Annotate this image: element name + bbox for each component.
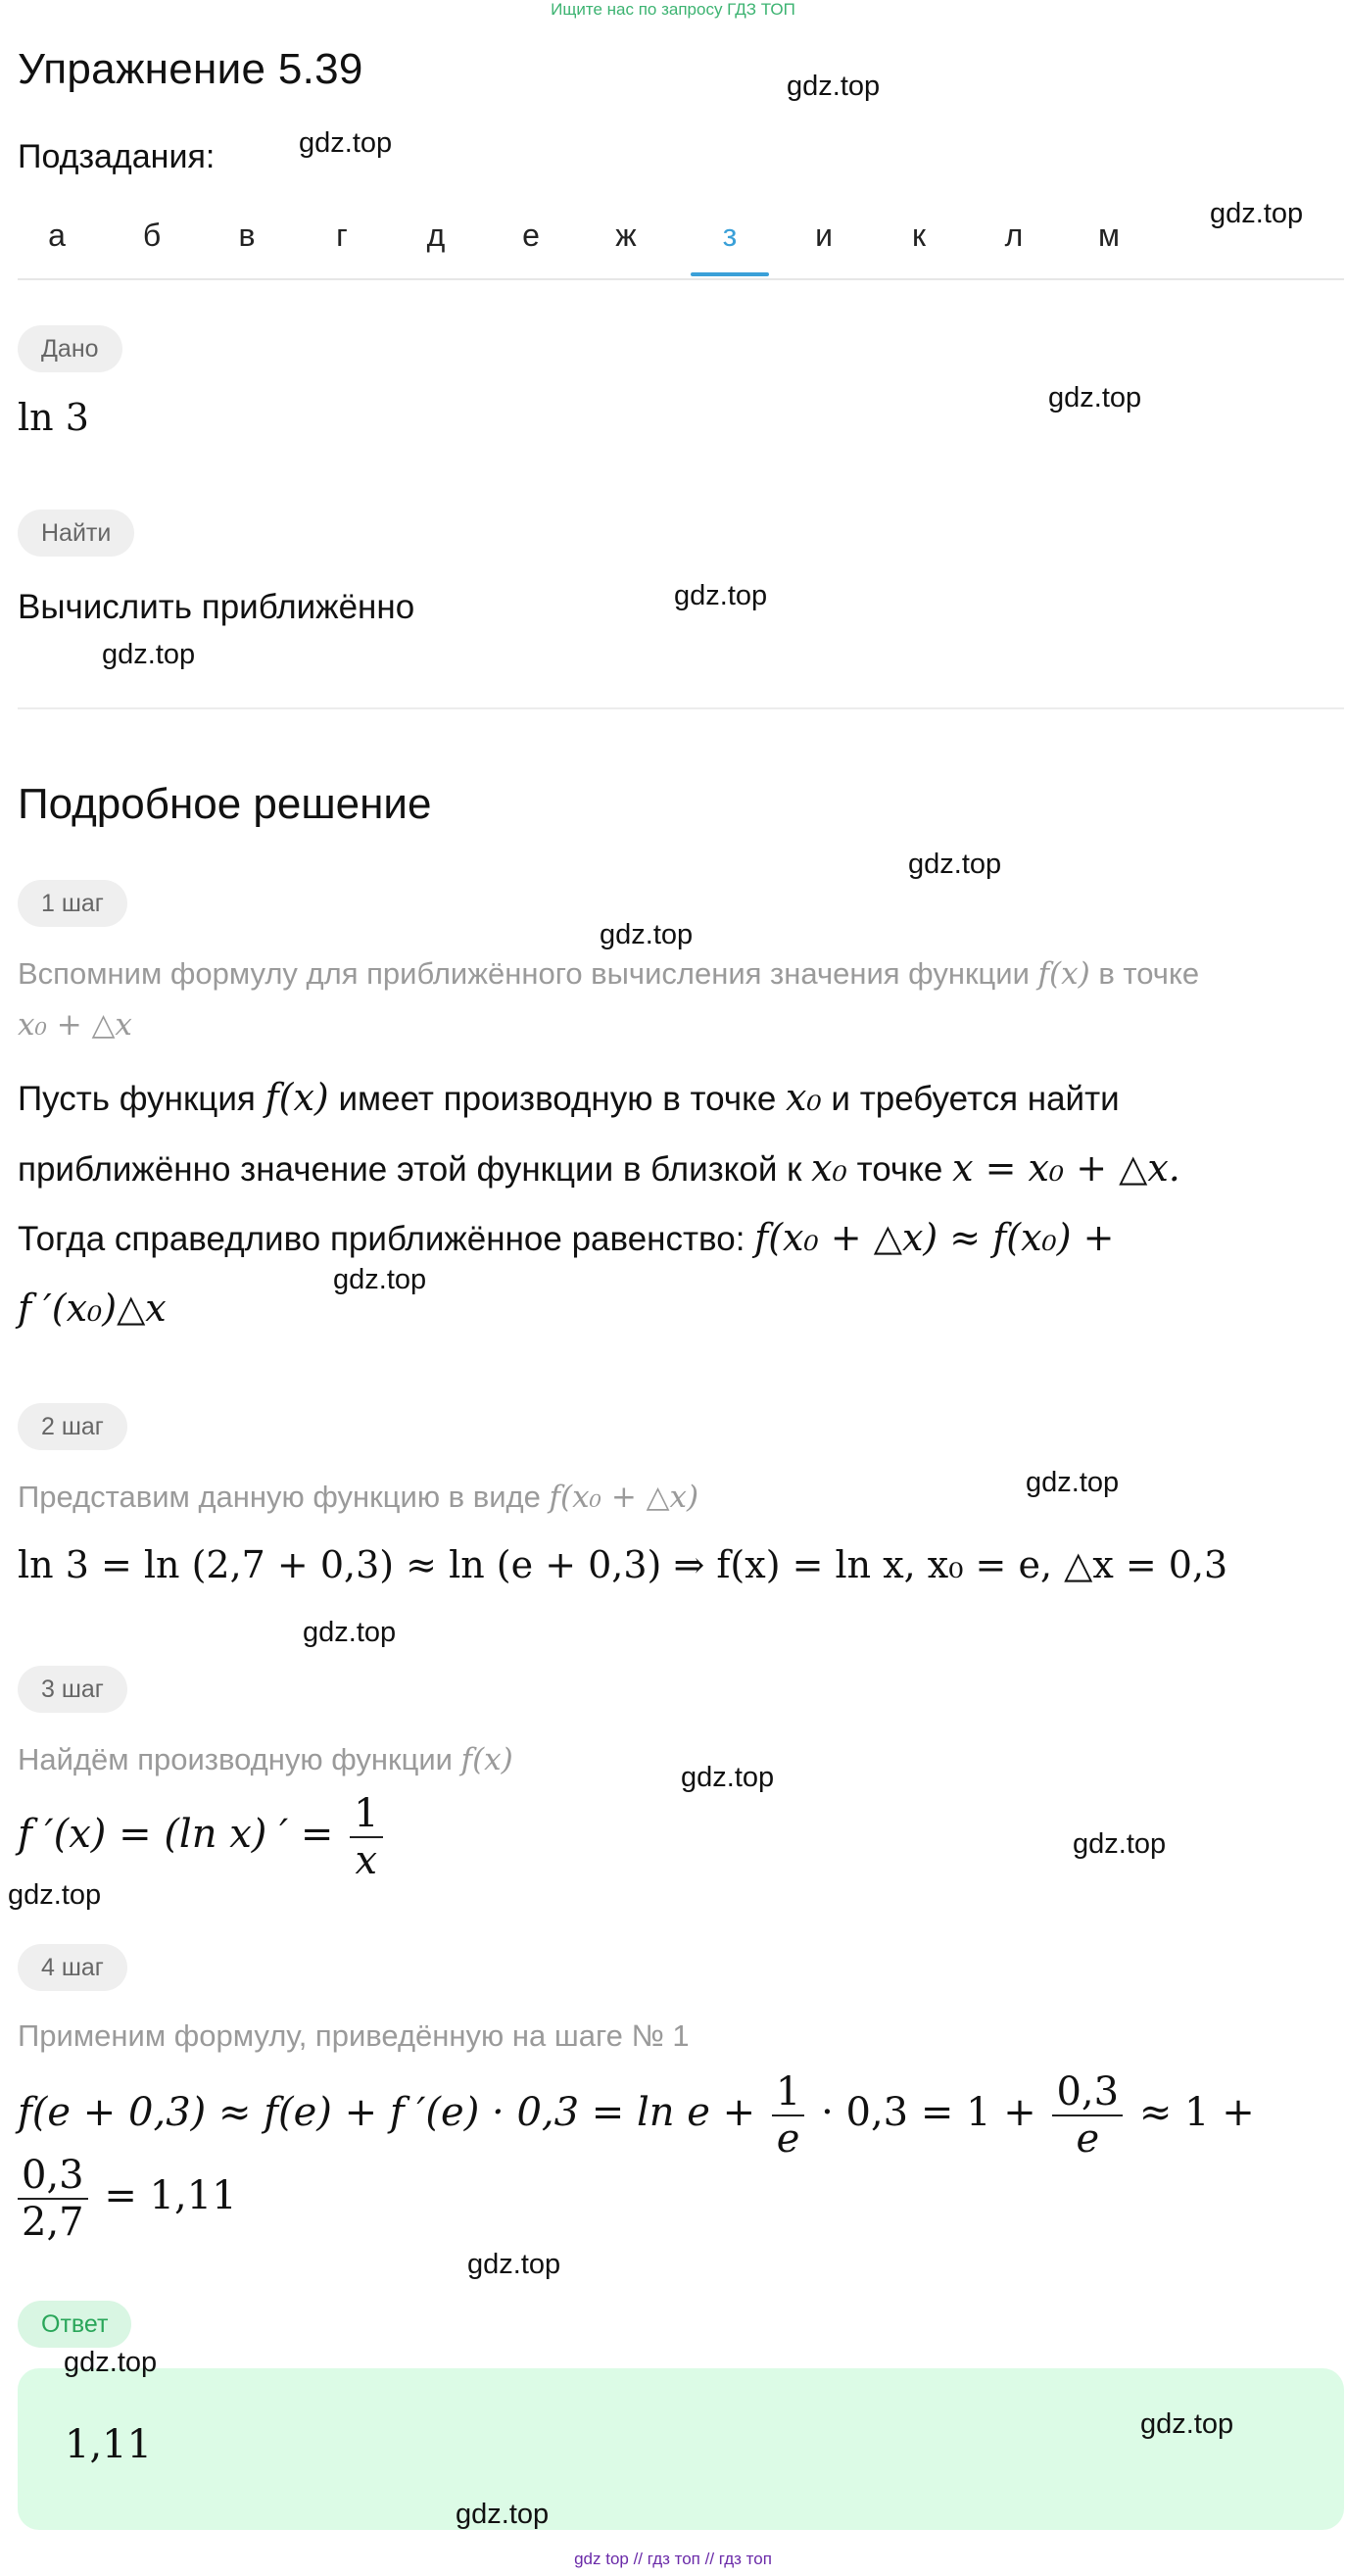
step-3-fraction-denominator: x [355, 1838, 378, 1883]
step-1-p2-math-1: x₀ [811, 1146, 847, 1190]
step-3-desc-math: f(x) [460, 1742, 513, 1777]
step-3-fraction-numerator: 1 [350, 1791, 382, 1838]
step-3-fraction [350, 1791, 382, 1883]
watermark: gdz.top [299, 127, 393, 159]
step-4-fraction-3-denominator: 2,7 [22, 2200, 84, 2245]
step-1-desc-text-2: в точке [1098, 956, 1200, 991]
step-4-formula-line-2 [18, 2153, 237, 2245]
section-divider [18, 707, 1344, 709]
step-1-p1-text-a: Пусть функция [18, 1080, 256, 1118]
watermark: gdz.top [303, 1617, 397, 1648]
step-1-p1-text-c: и требуется найти [831, 1080, 1120, 1118]
step-1-paragraph-3 [18, 1203, 1335, 1274]
step-4-fraction-2-denominator: e [1076, 2116, 1100, 2162]
step-4-label: 4 шаг [18, 1944, 127, 1991]
step-4-formula-part-a: f(e + 0,3) ≈ f(e) + f ′(e) · 0,3 = ln e + [18, 2090, 756, 2135]
given-value: ln 3 [18, 396, 89, 439]
tab-zh[interactable]: ж [615, 218, 637, 253]
watermark: gdz.top [8, 1879, 102, 1911]
answer-value: 1,11 [65, 2422, 153, 2467]
find-label: Найти [18, 510, 134, 557]
step-4-fraction-1 [772, 2069, 804, 2162]
watermark: gdz.top [333, 1264, 427, 1295]
step-1-p2-text-b: точке [856, 1150, 943, 1189]
watermark: gdz.top [681, 1762, 775, 1793]
watermark: gdz.top [674, 580, 768, 611]
tab-i[interactable]: и [815, 218, 833, 253]
find-value: Вычислить приближённо [18, 588, 415, 626]
step-1-p3-math-1: f(x₀ + △x) ≈ f(x₀) + [754, 1216, 1115, 1259]
given-label: Дано [18, 325, 122, 372]
tab-b[interactable]: б [142, 218, 162, 253]
step-2-desc-math: f(x₀ + △x) [549, 1480, 699, 1515]
tab-m[interactable]: м [1098, 218, 1120, 253]
watermark: gdz.top [1073, 1828, 1167, 1860]
step-3-formula [18, 1791, 387, 1883]
step-2-description [18, 1472, 1330, 1523]
tab-e[interactable]: е [522, 218, 540, 253]
watermark: gdz.top [1048, 382, 1142, 413]
page-title: Упражнение 5.39 [18, 45, 363, 93]
watermark: gdz.top [102, 639, 196, 670]
tab-l[interactable]: л [1004, 218, 1024, 253]
step-2-formula: ln 3 = ln (2,7 + 0,3) ≈ ln (e + 0,3) ⇒ f(x) = ln x, x₀ = e, △x = 0,3 [18, 1543, 1228, 1586]
step-1-p3-text-a: Тогда справедливо приближённое равенство: [18, 1220, 745, 1258]
answer-box [18, 2368, 1344, 2530]
step-1-p1-math-2: x₀ [786, 1076, 822, 1119]
step-1-desc-math-1: f(x) [1037, 956, 1090, 992]
subtask-tabs [18, 200, 1344, 280]
tab-g[interactable]: г [336, 218, 348, 253]
step-1-description [18, 948, 1330, 1050]
step-1-desc-math-2: x₀ + △x [18, 1007, 132, 1043]
watermark: gdz.top [456, 2499, 550, 2530]
step-1-paragraph-2 [18, 1134, 1335, 1204]
step-4-formula-part-d: = 1,11 [104, 2173, 237, 2218]
step-4-fraction-1-numerator: 1 [772, 2069, 804, 2116]
step-2-desc-text: Представим данную функцию в виде [18, 1480, 541, 1514]
step-4-fraction-3 [18, 2153, 88, 2245]
step-4-description: Применим формулу, приведённую на шаге № 1 [18, 2018, 690, 2053]
tab-d[interactable]: д [426, 218, 446, 253]
step-1-label: 1 шаг [18, 880, 127, 927]
step-4-fraction-1-denominator: e [776, 2116, 800, 2162]
subtasks-label: Подзадания: [18, 138, 216, 175]
step-1-desc-text: Вспомним формулу для приближённого вычисления значения функции [18, 956, 1030, 991]
step-1-p1-math-1: f(x) [264, 1076, 329, 1119]
watermark: gdz.top [1140, 2408, 1234, 2440]
step-1-paragraph-1 [18, 1063, 1335, 1134]
tab-k[interactable]: к [912, 218, 926, 253]
tab-v[interactable]: в [238, 218, 256, 253]
step-4-fraction-2 [1052, 2069, 1123, 2162]
step-1-paragraph-4: f ′(x₀)△x [18, 1287, 167, 1330]
tab-z-active[interactable]: з [691, 218, 769, 276]
step-1-p1-text-b: имеет производную в точке [338, 1080, 777, 1118]
step-4-formula-part-c: ≈ 1 + [1138, 2090, 1255, 2135]
step-3-formula-left: f ′(x) = (ln x) ′ = [18, 1812, 334, 1857]
step-3-description [18, 1734, 1330, 1785]
watermark: gdz.top [1210, 198, 1304, 229]
step-1-p2-text-a: приближённо значение этой функции в близкой к [18, 1150, 802, 1189]
watermark: gdz.top [1026, 1467, 1120, 1498]
watermark: gdz.top [908, 849, 1002, 880]
step-4-fraction-2-numerator: 0,3 [1052, 2069, 1123, 2116]
watermark: gdz.top [467, 2249, 561, 2280]
watermark: gdz.top [600, 919, 694, 950]
step-4-formula-line-1 [18, 2069, 1255, 2162]
answer-label: Ответ [18, 2301, 131, 2348]
step-1-p2-math-2: x = x₀ + △x. [952, 1146, 1180, 1190]
watermark: gdz.top [787, 71, 881, 102]
footer-links: gdz top // гдз топ // гдз топ [574, 2550, 772, 2568]
watermark: gdz.top [64, 2347, 158, 2378]
solution-title: Подробное решение [18, 780, 432, 828]
tab-a[interactable]: а [48, 218, 66, 253]
step-4-formula-part-b: · 0,3 = 1 + [821, 2090, 1036, 2135]
step-3-desc-text: Найдём производную функции [18, 1742, 453, 1776]
step-3-label: 3 шаг [18, 1666, 127, 1713]
step-4-fraction-3-numerator: 0,3 [18, 2153, 88, 2200]
step-2-label: 2 шаг [18, 1403, 127, 1450]
search-banner: Ищите нас по запросу ГДЗ ТОП [551, 0, 795, 19]
